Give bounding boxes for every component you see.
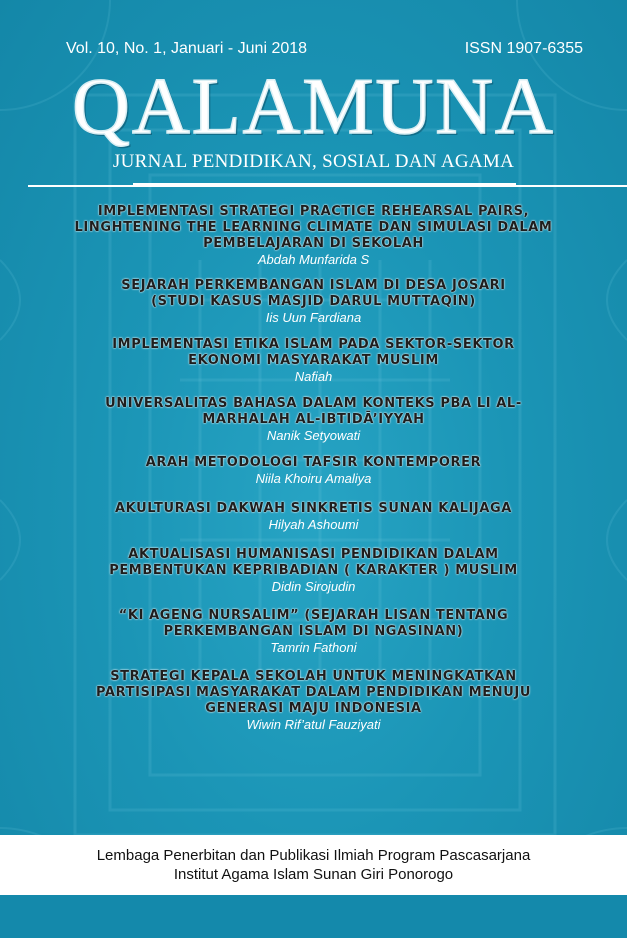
article-entry — [0, 501, 627, 533]
article-title: SEJARAH PERKEMBANGAN ISLAM DI DESA JOSARI (STUDI KASUS MASJID DARUL MUTTAQIN) — [121, 278, 506, 309]
publisher-line-1: Lembaga Penerbitan dan Publikasi Ilmiah Program Pascasarjana — [96, 847, 531, 864]
article-author: Abdah Munfarida S — [257, 252, 370, 267]
article-title: AKULTURASI DAKWAH SINKRETIS SUNAN KALIJAGA — [115, 501, 512, 516]
issn-number: ISSN 1907-6355 — [464, 40, 583, 57]
article-entry — [0, 396, 627, 444]
article-entry — [0, 547, 627, 595]
article-entry — [0, 669, 627, 733]
article-entry — [0, 608, 627, 656]
article-author: Tamrin Fathoni — [270, 640, 357, 655]
article-title: IMPLEMENTASI ETIKA ISLAM PADA SEKTOR-SEKTOR EKONOMI MASYARAKAT MUSLIM — [112, 337, 515, 368]
publisher-line-2: Institut Agama Islam Sunan Giri Ponorogo — [173, 866, 454, 883]
article-entry — [0, 204, 627, 268]
article-entry — [0, 455, 627, 487]
article-author: Wiwin Rif’atul Fauziyati — [246, 717, 381, 732]
article-author: Niila Khoiru Amaliya — [255, 471, 372, 486]
divider-bar — [133, 183, 516, 187]
article-title: IMPLEMENTASI STRATEGI PRACTICE REHEARSAL PAIRS, LINGHTENING THE LEARNING CLIMATE DAN SIMULASI DALAM PEMBELAJARAN DI SEKOLAH — [74, 204, 553, 251]
journal-subtitle: JURNAL PENDIDIKAN, SOSIAL DAN AGAMA — [112, 151, 515, 172]
article-title: STRATEGI KEPALA SEKOLAH UNTUK MENINGKATKAN PARTISIPASI MASYARAKAT DALAM PENDIDIKAN MENUJU GENERASI MAJU INDONESIA — [95, 669, 532, 716]
article-entry — [0, 278, 627, 326]
journal-title: QALAMUNA — [72, 63, 555, 151]
article-author: Didin Sirojudin — [271, 579, 356, 594]
article-author: Iis Uun Fardiana — [265, 310, 362, 325]
volume-issue: Vol. 10, No. 1, Januari - Juni 2018 — [66, 40, 308, 57]
article-title: ARAH METODOLOGI TAFSIR KONTEMPORER — [145, 455, 482, 470]
article-entry — [0, 337, 627, 385]
article-title: “KI AGENG NURSALIM” (SEJARAH LISAN TENTANG PERKEMBANGAN ISLAM DI NGASINAN) — [118, 608, 509, 639]
issue-info-row — [66, 40, 583, 60]
article-author: Hilyah Ashoumi — [268, 517, 359, 532]
bottom-band — [0, 895, 627, 938]
article-author: Nafiah — [294, 369, 333, 384]
article-author: Nanik Setyowati — [266, 428, 361, 443]
table-of-contents — [0, 204, 627, 733]
publisher-band — [0, 835, 627, 895]
article-title: UNIVERSALITAS BAHASA DALAM KONTEKS PBA LI AL-MARHALAH AL-IBTIDĀ’IYYAH — [105, 396, 522, 427]
article-title: AKTUALISASI HUMANISASI PENDIDIKAN DALAM PEMBENTUKAN KEPRIBADIAN ( KARAKTER ) MUSLIM — [109, 547, 518, 578]
